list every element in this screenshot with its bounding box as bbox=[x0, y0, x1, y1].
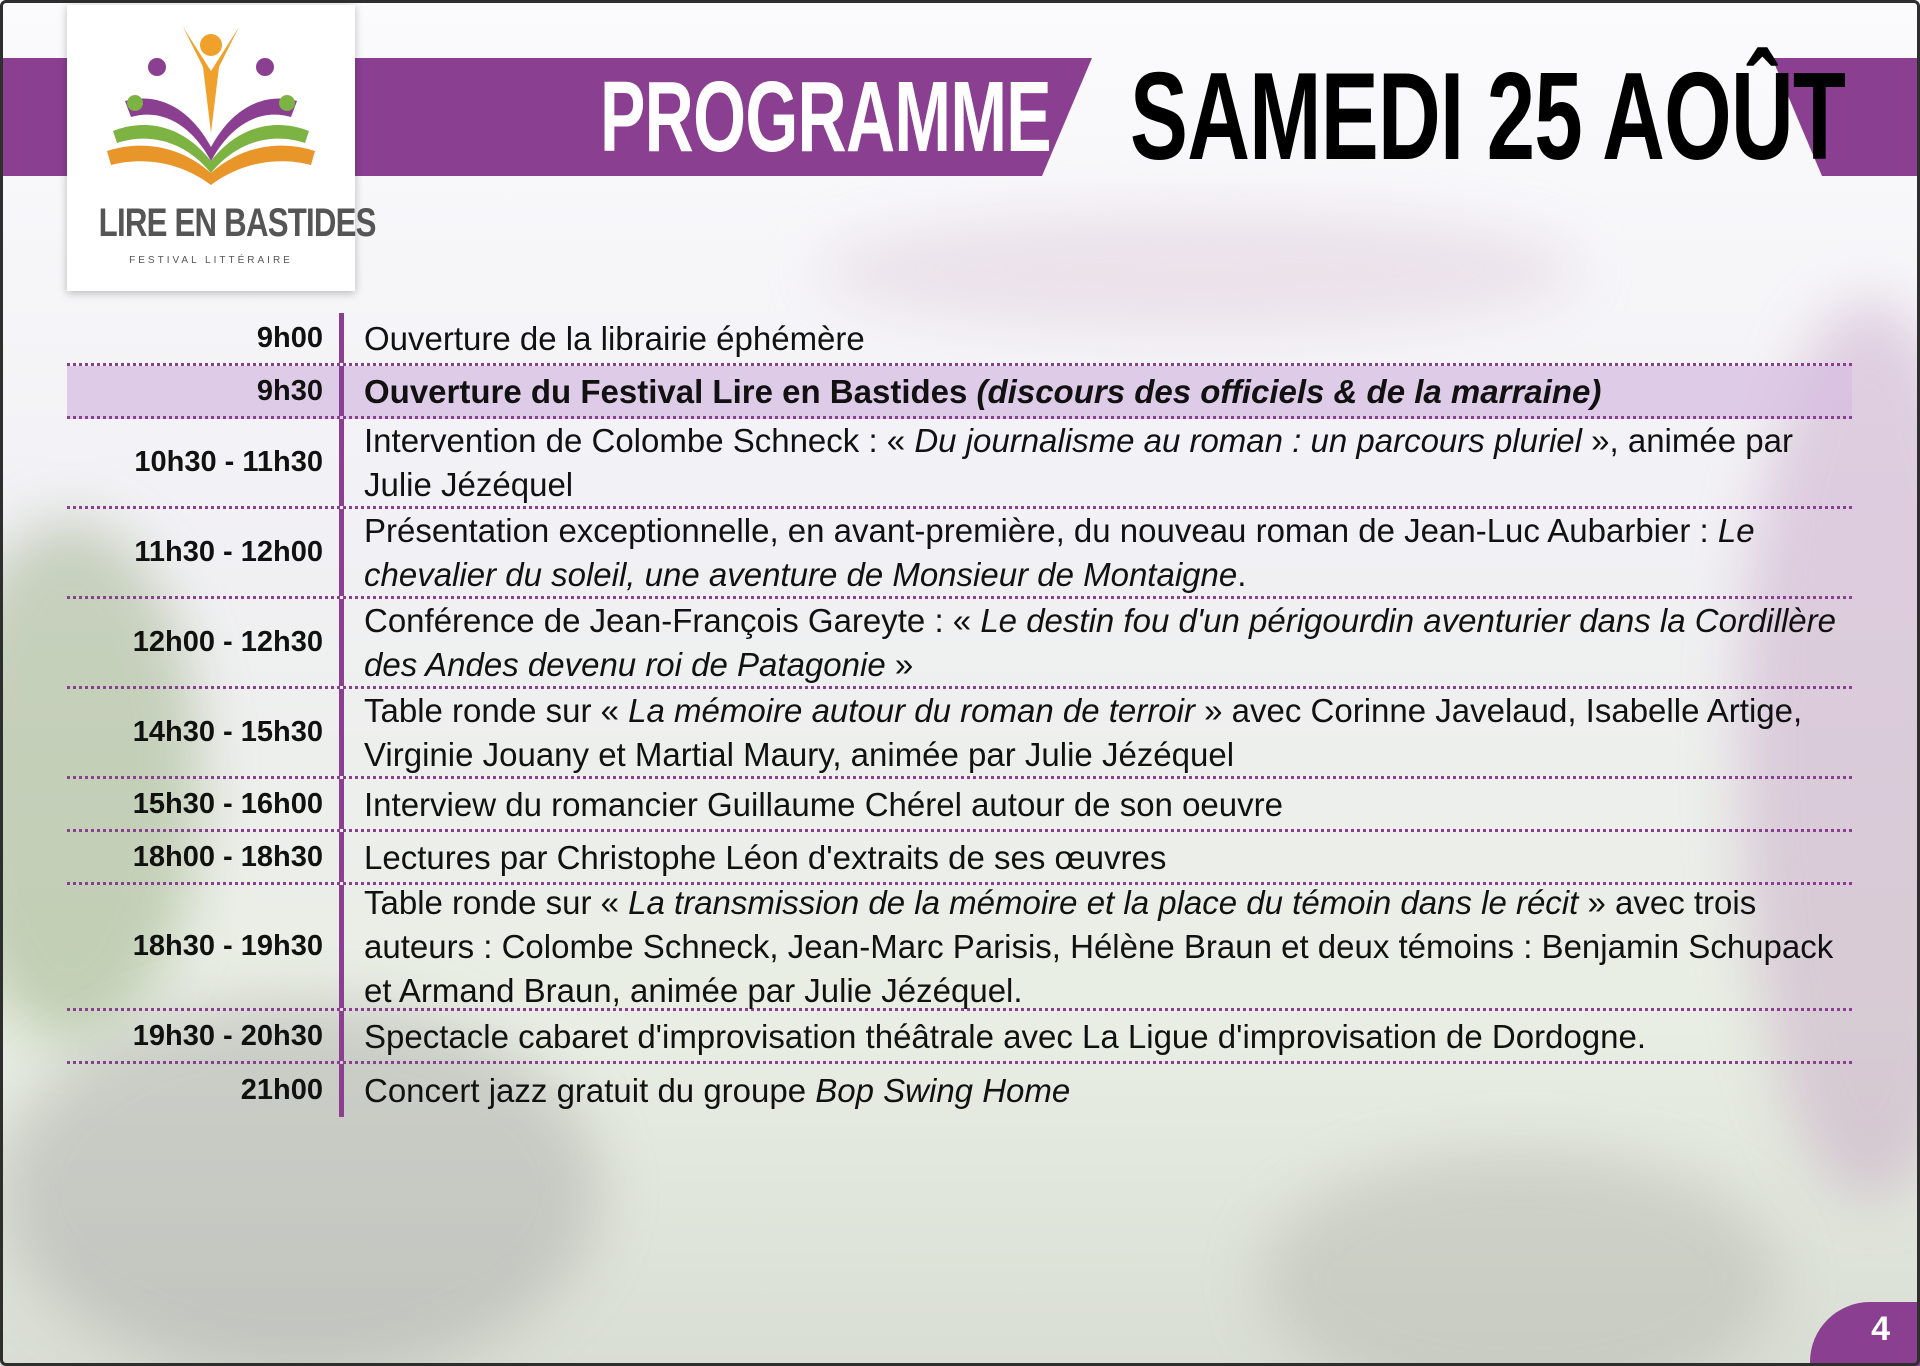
schedule-row bbox=[67, 885, 1852, 1011]
description-text: Table ronde sur « bbox=[364, 884, 629, 921]
description-text: Concert jazz gratuit du groupe bbox=[364, 1072, 816, 1109]
schedule-time: 18h30 - 19h30 bbox=[132, 930, 323, 962]
programme-title: PROGRAMME bbox=[600, 61, 1051, 173]
description-text: Le destin fou d'un périgourdin aventurier dans la Cordillère des Andes devenu roi de Patagonie bbox=[364, 602, 1836, 683]
schedule-time: 9h30 bbox=[256, 374, 323, 407]
description-text: Intervention de Colombe Schneck : « bbox=[364, 422, 915, 459]
schedule-time: 18h00 - 18h30 bbox=[132, 840, 323, 873]
schedule-row bbox=[67, 832, 1852, 885]
schedule-table bbox=[67, 313, 1852, 1117]
schedule-row bbox=[67, 1064, 1852, 1117]
schedule-row bbox=[67, 1011, 1852, 1064]
schedule-description bbox=[339, 779, 1852, 829]
schedule-row bbox=[67, 313, 1852, 366]
description-text: Du journalisme au roman : un parcours pluriel bbox=[914, 422, 1582, 459]
description-text: Ouverture de la librairie éphémère bbox=[364, 319, 865, 357]
schedule-row bbox=[67, 599, 1852, 689]
schedule-description bbox=[339, 689, 1852, 776]
schedule-time: 9h00 bbox=[256, 321, 323, 354]
schedule-row bbox=[67, 689, 1852, 779]
schedule-row bbox=[67, 509, 1852, 599]
schedule-time: 21h00 bbox=[240, 1074, 323, 1106]
logo-name: LIRE EN BASTIDES bbox=[98, 201, 376, 245]
schedule-description bbox=[339, 366, 1852, 416]
logo-subtitle: FESTIVAL LITTÉRAIRE bbox=[129, 255, 293, 266]
description-text: (discours des officiels & de la marraine) bbox=[976, 372, 1602, 410]
schedule-time: 14h30 - 15h30 bbox=[132, 716, 323, 748]
schedule-description bbox=[339, 509, 1852, 596]
description-text: La transmission de la mémoire et la place du témoin dans le récit bbox=[628, 884, 1579, 921]
description-text: » bbox=[885, 646, 914, 683]
description-text: », animée par Julie Jézéquel bbox=[364, 422, 1793, 503]
description-text: Bop Swing Home bbox=[815, 1072, 1071, 1109]
description-text: Lectures par Christophe Léon d'extraits de ses œuvres bbox=[364, 838, 1167, 876]
description-text: Interview du romancier Guillaume Chérel autour de son oeuvre bbox=[364, 785, 1283, 823]
schedule-time: 10h30 - 11h30 bbox=[134, 446, 323, 478]
schedule-time: 11h30 - 12h00 bbox=[134, 536, 323, 568]
schedule-description bbox=[339, 1064, 1852, 1117]
schedule-time: 19h30 - 20h30 bbox=[132, 1019, 323, 1052]
schedule-row bbox=[67, 419, 1852, 509]
description-text: La mémoire autour du roman de terroir bbox=[628, 692, 1195, 729]
date-title: SAMEDI 25 AOÛT bbox=[1130, 48, 1846, 186]
page-number: 4 bbox=[1810, 1302, 1920, 1366]
schedule-description bbox=[339, 313, 1852, 363]
description-text: . bbox=[1237, 556, 1247, 593]
schedule-description bbox=[339, 599, 1852, 686]
description-text: Table ronde sur « bbox=[364, 692, 629, 729]
schedule-time: 12h00 - 12h30 bbox=[132, 626, 323, 658]
schedule-description bbox=[339, 885, 1852, 1008]
schedule-time: 15h30 - 16h00 bbox=[132, 787, 323, 820]
schedule-row bbox=[67, 366, 1852, 419]
festival-logo bbox=[67, 5, 376, 291]
description-text: Ouverture du Festival Lire en Bastides bbox=[364, 372, 977, 410]
schedule-description bbox=[339, 1011, 1852, 1061]
description-text: Le chevalier du soleil, une aventure de Monsieur de Montaigne bbox=[364, 512, 1755, 593]
schedule-description bbox=[339, 832, 1852, 882]
description-text: » avec trois auteurs : Colombe Schneck, Jean-Marc Parisis, Hélène Braun et deux témoins : Benjamin Schupack et Armand Braun, animée par Julie Jézéquel. bbox=[364, 884, 1834, 1009]
description-text: Spectacle cabaret d'improvisation théâtrale avec La Ligue d'improvisation de Dordogne. bbox=[364, 1017, 1647, 1055]
schedule-description bbox=[339, 419, 1852, 506]
logo-figures-icon bbox=[97, 23, 325, 203]
description-text: » avec Corinne Javelaud, Isabelle Artige, Virginie Jouany et Martial Maury, animée par Julie Jézéquel bbox=[364, 692, 1803, 773]
description-text: Présentation exceptionnelle, en avant-première, du nouveau roman de Jean-Luc Aubarbier : bbox=[364, 512, 1718, 549]
description-text: Conférence de Jean-François Gareyte : « bbox=[364, 602, 981, 639]
schedule-row bbox=[67, 779, 1852, 832]
